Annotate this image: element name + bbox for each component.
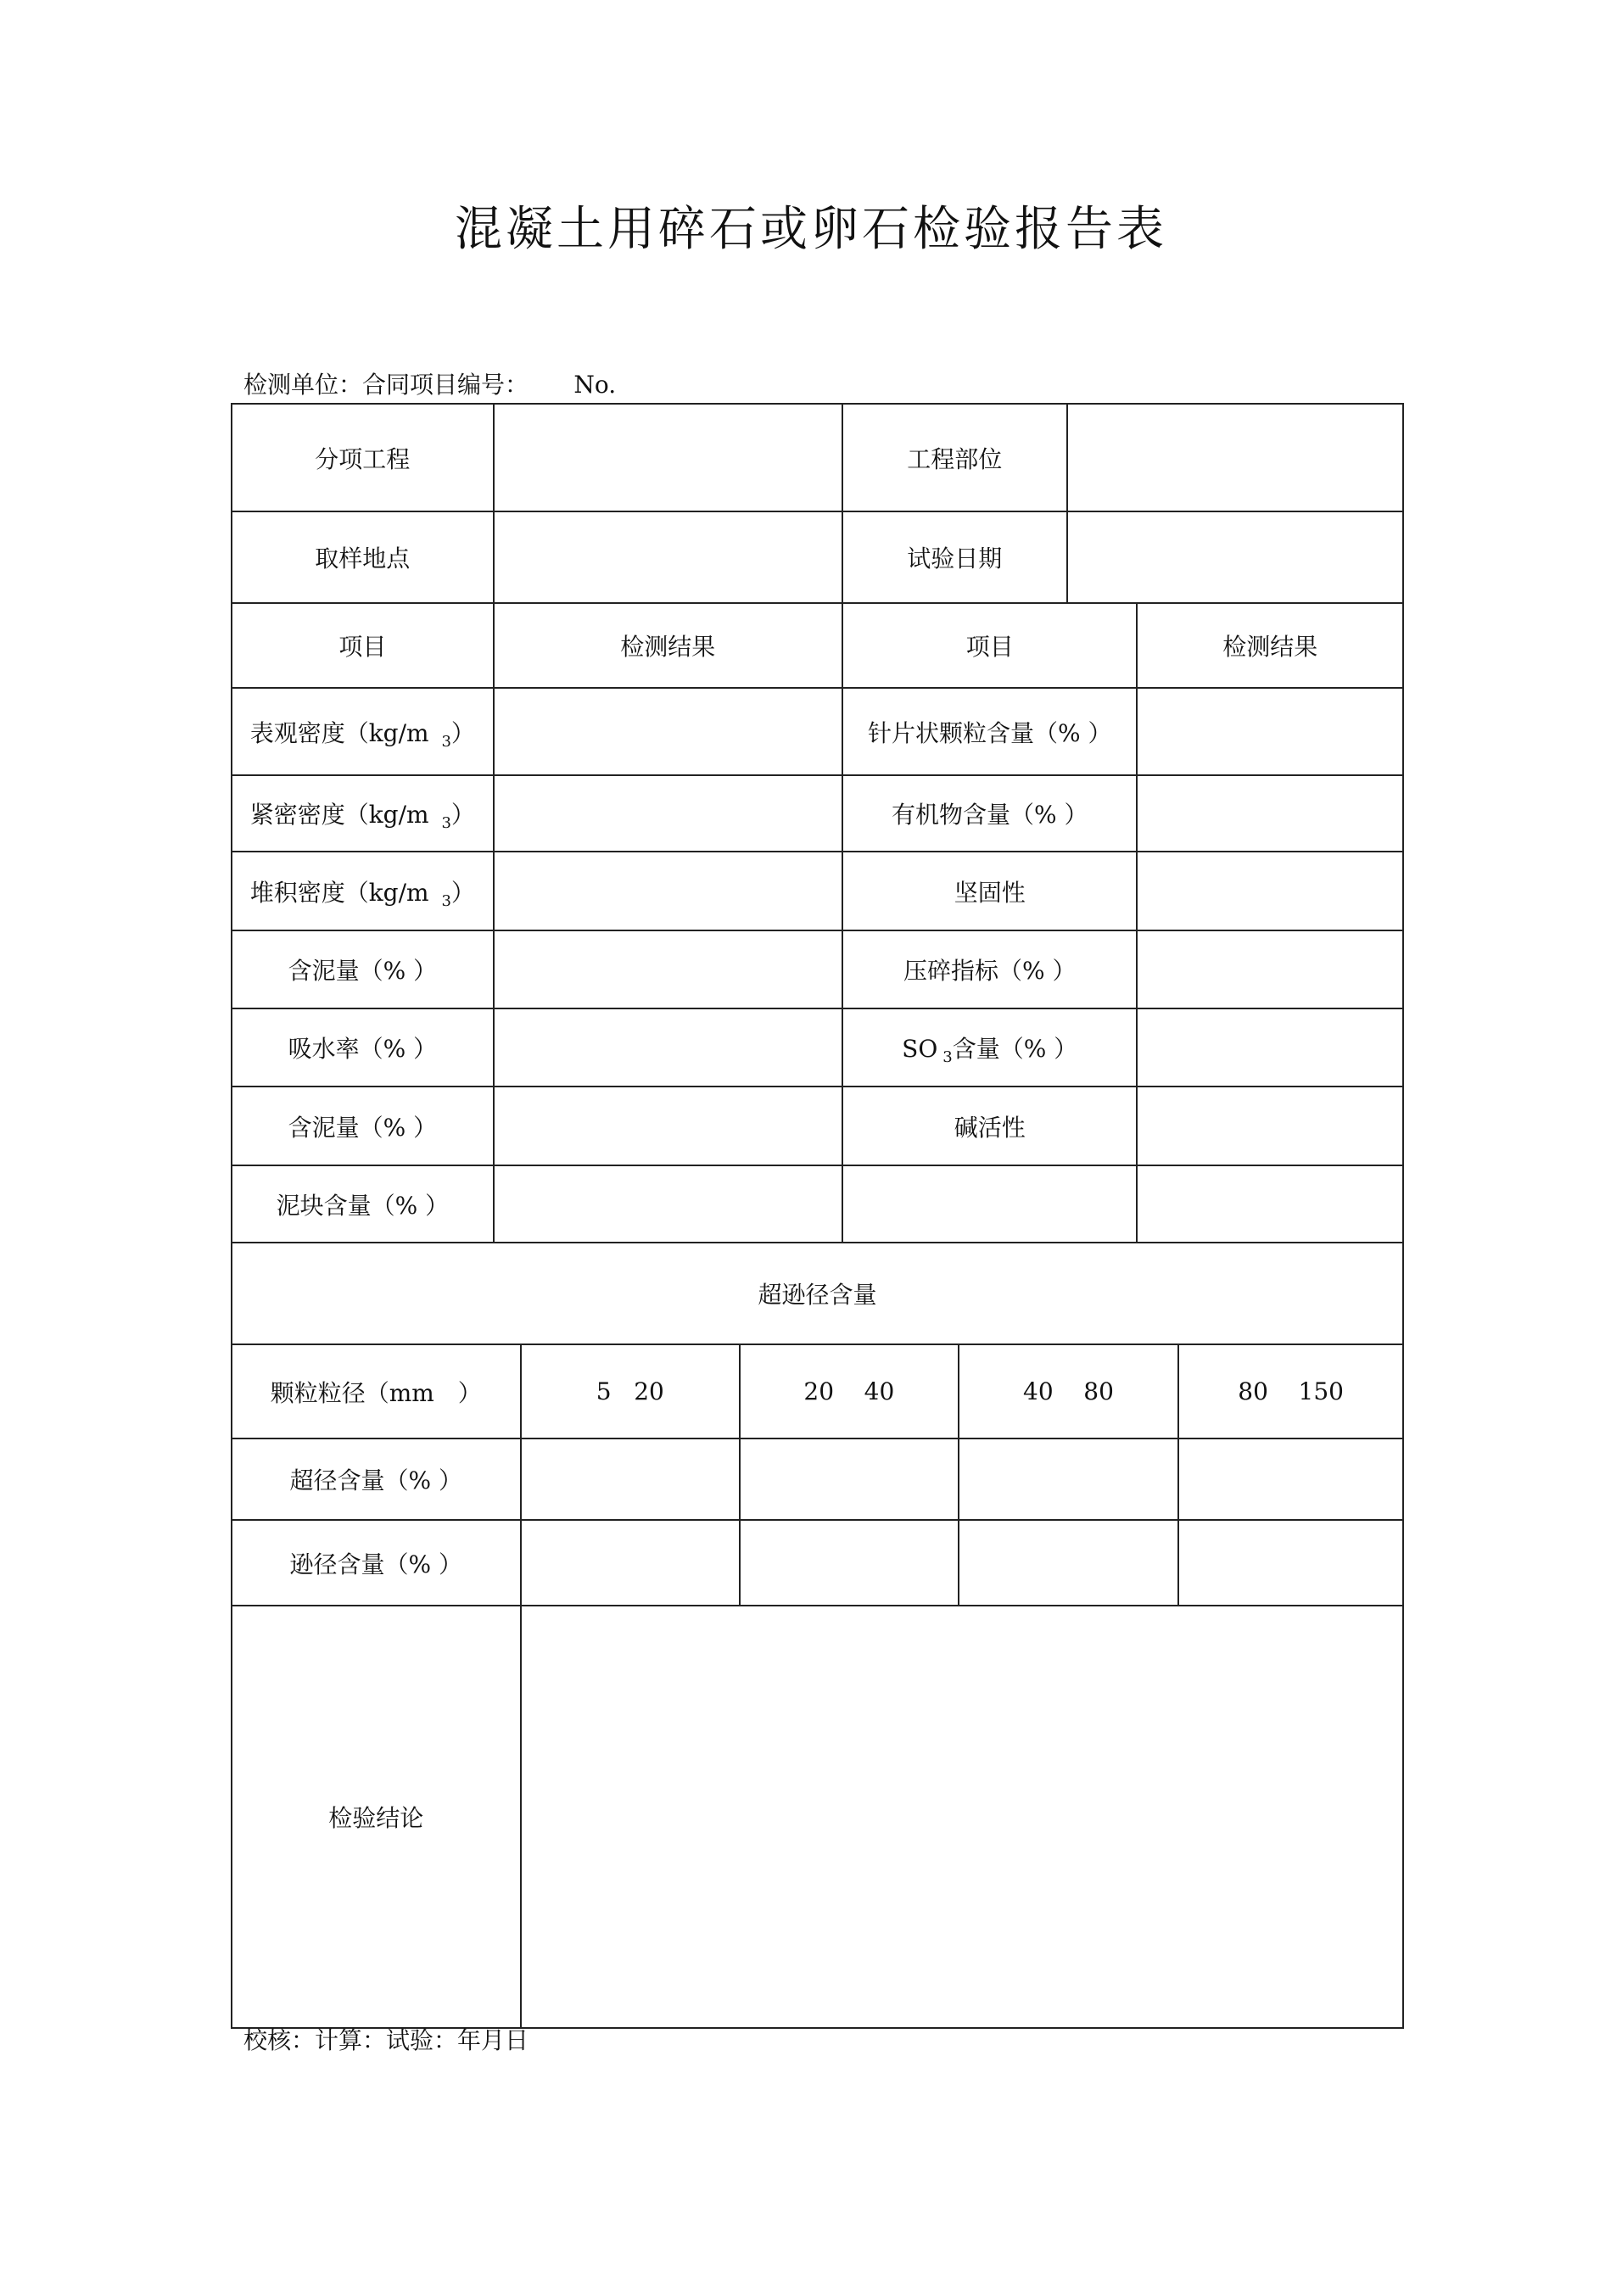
- column-header-result-2: 检测结果: [1137, 603, 1403, 688]
- size-range-cell: 5 20: [521, 1344, 741, 1438]
- project-location-label: 工程部位: [842, 404, 1067, 511]
- report-number-label: No.: [573, 371, 617, 399]
- info-table: [231, 403, 1404, 604]
- item-flaky-particle-content: 针片状颗粒含量（% ）: [842, 688, 1138, 775]
- oversize-value-cell[interactable]: [740, 1438, 959, 1520]
- test-date-label: 试验日期: [842, 511, 1067, 603]
- item-crushing-index: 压碎指标（% ）: [842, 930, 1138, 1008]
- item-apparent-density: 表观密度（kg/m $_3$）: [232, 688, 494, 775]
- item-clay-lump-content: 泥块含量（% ）: [232, 1165, 494, 1243]
- result-cell[interactable]: [1137, 1165, 1403, 1243]
- signature-footer: 校核：计算：试验：年月日: [243, 2026, 529, 2054]
- result-cell[interactable]: [494, 930, 842, 1008]
- undersize-value-cell[interactable]: [521, 1520, 741, 1606]
- size-range-cell: 20 40: [740, 1344, 959, 1438]
- size-range-cell: 40 80: [959, 1344, 1179, 1438]
- undersize-value-cell[interactable]: [1178, 1520, 1403, 1606]
- result-cell[interactable]: [1137, 1087, 1403, 1165]
- project-location-value[interactable]: [1067, 404, 1403, 511]
- sub-project-label: 分项工程: [232, 404, 494, 511]
- page-title: 混凝土用碎石或卵石检验报告表: [455, 202, 1167, 257]
- oversize-section-title: 超逊径含量: [232, 1243, 1403, 1344]
- item-so3-content: SO $_3$含量（% ）: [842, 1008, 1138, 1087]
- sampling-site-value[interactable]: [494, 511, 842, 603]
- conclusion-value[interactable]: [521, 1606, 1404, 2028]
- size-range-cell: 80 150: [1178, 1344, 1403, 1438]
- item-compact-density: 紧密密度（kg/m $_3$）: [232, 775, 494, 852]
- result-cell[interactable]: [494, 1008, 842, 1087]
- empty-item-cell: [842, 1165, 1138, 1243]
- result-cell[interactable]: [1137, 688, 1403, 775]
- sub-project-value[interactable]: [494, 404, 842, 511]
- test-date-value[interactable]: [1067, 511, 1403, 603]
- sampling-site-label: 取样地点: [232, 511, 494, 603]
- result-cell[interactable]: [1137, 930, 1403, 1008]
- result-cell[interactable]: [494, 852, 842, 930]
- result-cell[interactable]: [1137, 775, 1403, 852]
- undersize-content-label: 逊径含量（% ）: [232, 1520, 521, 1606]
- result-cell[interactable]: [1137, 1008, 1403, 1087]
- results-table: [231, 602, 1404, 1243]
- oversize-value-cell[interactable]: [1178, 1438, 1403, 1520]
- oversize-value-cell[interactable]: [521, 1438, 741, 1520]
- column-header-result: 检测结果: [494, 603, 842, 688]
- item-clay-content-2: 含泥量（% ）: [232, 1087, 494, 1165]
- item-water-absorption: 吸水率（% ）: [232, 1008, 494, 1087]
- report-header: [243, 366, 616, 400]
- result-cell[interactable]: [494, 688, 842, 775]
- item-clay-content: 含泥量（% ）: [232, 930, 494, 1008]
- oversize-table: [231, 1242, 1404, 2029]
- result-cell[interactable]: [494, 1165, 842, 1243]
- result-cell[interactable]: [494, 775, 842, 852]
- result-cell[interactable]: [1137, 852, 1403, 930]
- result-cell[interactable]: [494, 1087, 842, 1165]
- particle-size-label: 颗粒粒径（mm ）: [232, 1344, 521, 1438]
- undersize-value-cell[interactable]: [740, 1520, 959, 1606]
- item-bulk-density: 堆积密度（kg/m $_3$）: [232, 852, 494, 930]
- undersize-value-cell[interactable]: [959, 1520, 1179, 1606]
- unit-label: 检测单位：合同项目编号：: [243, 371, 529, 399]
- conclusion-label: 检验结论: [232, 1606, 521, 2028]
- item-organic-content: 有机物含量（% ）: [842, 775, 1138, 852]
- column-header-item: 项目: [232, 603, 494, 688]
- item-soundness: 坚固性: [842, 852, 1138, 930]
- item-alkali-reactivity: 碱活性: [842, 1087, 1138, 1165]
- oversize-content-label: 超径含量（% ）: [232, 1438, 521, 1520]
- oversize-value-cell[interactable]: [959, 1438, 1179, 1520]
- column-header-item-2: 项目: [842, 603, 1138, 688]
